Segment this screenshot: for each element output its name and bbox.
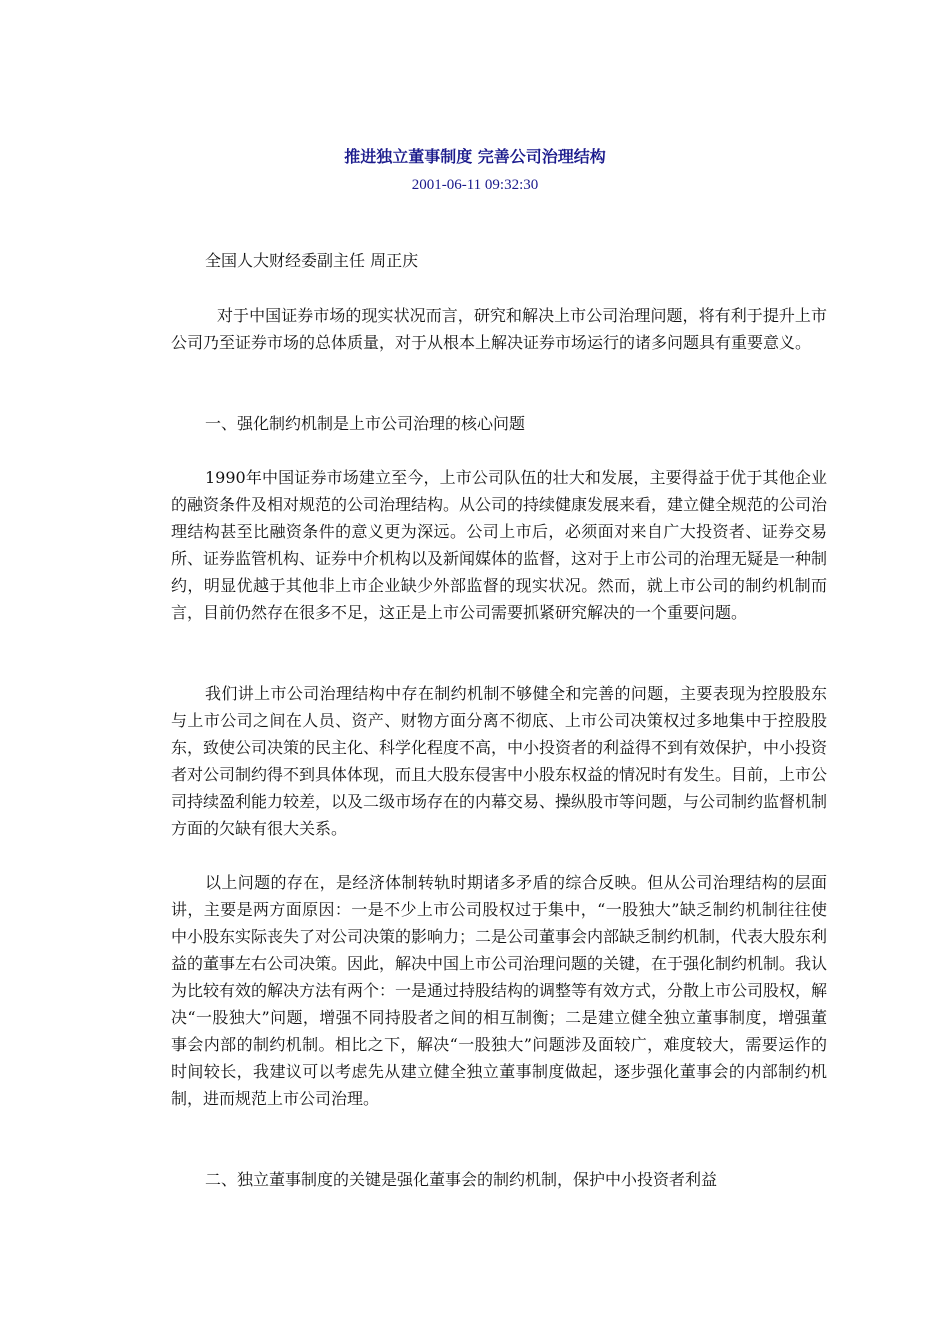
author-line: 全国人大财经委副主任 周正庆: [205, 251, 419, 270]
section-heading-one: 一、强化制约机制是上市公司治理的核心问题: [205, 414, 526, 433]
body-paragraph-2: 我们讲上市公司治理结构中存在制约机制不够健全和完善的问题，主要表现为控股股东与上市公司之间在人员、资产、财物方面分离不彻底、上市公司决策权过多地集中于控股股东，致使公司决策的民主化、科学化程度不高，中小投资者的利益得不到有效保护，中小投资者对公司制约得不到具体体现，而且大股东侵害中小股东权益的情况时有发生。目前，上市公司持续盈利能力较差，以及二级市场存在的内幕交易、操纵股市等问题，与公司制约监督机制方面的欠缺有很大关系。: [171, 684, 828, 838]
intro-paragraph: 对于中国证券市场的现实状况而言，研究和解决上市公司治理问题，将有利于提升上市公司乃至证券市场的总体质量，对于从根本上解决证券市场运行的诸多问题具有重要意义。: [171, 306, 827, 352]
section-heading-two: 二、独立董事制度的关键是强化董事会的制约机制，保护中小投资者利益: [205, 1170, 718, 1189]
body-paragraph-3: 以上问题的存在，是经济体制转轨时期诸多矛盾的综合反映。但从公司治理结构的层面讲，主要是两方面原因：一是不少上市公司股权过于集中，“一股独大”缺乏制约机制往往使中小股东实际丧失了对公司决策的影响力；二是公司董事会内部缺乏制约机制，代表大股东利益的董事左右公司决策。因此，解决中国上市公司治理问题的关键，在于强化制约机制。我认为比较有效的解决方法有两个：一是通过持股结构的调整等有效方式，分散上市公司股权，解决“一股独大”问题，增强不同持股者之间的相互制衡；二是建立健全独立董事制度，增强董事会内部的制约机制。相比之下，解决“一股独大”问题涉及面较广，难度较大，需要运作的时间较长，我建议可以考虑先从建立健全独立董事制度做起，逐步强化董事会的内部制约机制，进而规范上市公司治理。: [171, 873, 828, 1108]
article-title: 推进独立董事制度 完善公司治理结构: [344, 147, 606, 166]
body-paragraph-1: 1990年中国证券市场建立至今，上市公司队伍的壮大和发展，主要得益于优于其他企业的融资条件及相对规范的公司治理结构。从公司的持续健康发展来看，建立健全规范的公司治理结构甚至比融资条件的意义更为深远。公司上市后，必须面对来自广大投资者、证券交易所、证券监管机构、证券中介机构以及新闻媒体的监督，这对于上市公司的治理无疑是一种制约，明显优越于其他非上市企业缺少外部监督的现实状况。然而，就上市公司的制约机制而言，目前仍然存在很多不足，这正是上市公司需要抓紧研究解决的一个重要问题。: [171, 468, 828, 622]
article-timestamp: 2001-06-11 09:32:30: [411, 177, 539, 193]
